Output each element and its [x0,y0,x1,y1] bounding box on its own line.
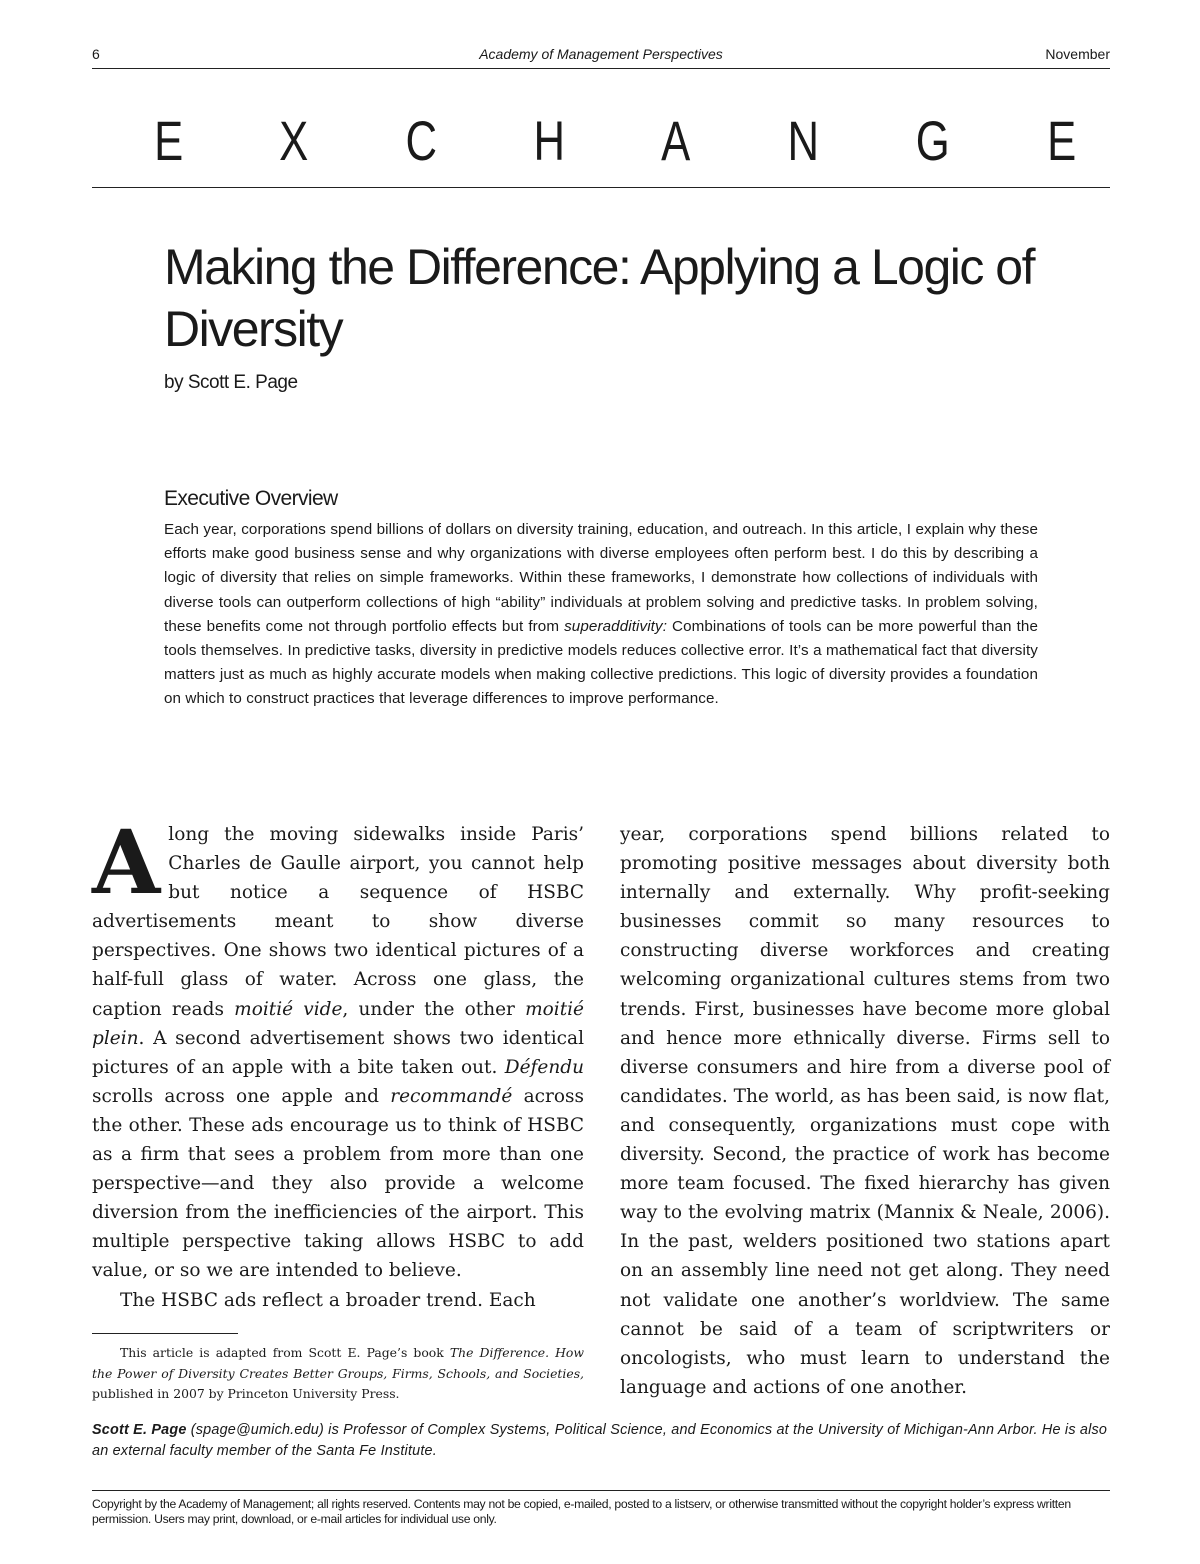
body-column-left [92,810,584,1315]
body-italic: moitié plein [92,998,584,1049]
body-paragraph [92,810,584,1286]
body-text: long the moving sidewalks inside Paris’ Charles de Gaulle airport, you cannot help but notice a sequence of HSBC advertisements meant to show diverse perspectives. One shows two identical pictures of a half-full glass of water. Across one glass, the caption reads [92,824,584,1020]
author-name: Scott E. Page [92,1422,187,1438]
footer-rule [92,1490,1110,1491]
section-letter: X [279,109,309,172]
body-italic: moitié vide [234,998,343,1020]
journal-title [92,46,1110,62]
body-paragraph: year, corporations spend billions related to promoting positive messages about diversity both internally and externally. Why profit-seeking businesses commit so many resources to constructing diverse workforces and creating welcoming organizational cultures stems from two trends. First, businesses have become more global and hence more ethnically diverse. Firms sell to diverse consumers and hire from a diverse pool of candidates. The world, as has been said, is now flat, and consequently, organizations must cope with diversity. Second, the practice of work has become more team focused. The fixed hierarchy has given way to the evolving matrix (Mannix & Neale, 2006). In the past, welders positioned two stations apart on an assembly line need not get along. They need not validate one another’s worldview. The same cannot be said of a team of scriptwriters or oncologists, who must learn to understand the language and actions of one another. [620,824,1110,1398]
article-byline: by Scott E. Page [164,372,298,393]
footnote [92,1343,584,1405]
overview-heading: Executive Overview [164,487,338,510]
section-label [150,106,1080,176]
section-letter: H [533,109,565,172]
body-column-right [620,820,1110,1402]
body-text: . A second advertisement shows two identical pictures of an apple with a bite taken out. [92,1027,584,1078]
copyright-notice: Copyright by the Academy of Management; all rights reserved. Contents may not be copied, e-mailed, posted to a listserv, or otherwise transmitted without the copyright holder’s express written permission. Users may print, download, or e-mail articles for individual use only. [92,1497,1071,1526]
overview-italic-term: superadditivity: [564,617,668,635]
author-affiliation: (spage@umich.edu) is Professor of Complex Systems, Political Science, and Economics at the University of Michigan-Ann Arbor. He is also an external faculty member of the Santa Fe Institute. [92,1422,1108,1459]
section-rule [92,187,1110,188]
page-number: 6 [92,46,100,62]
body-text: The HSBC ads reflect a broader trend. Each [120,1289,536,1311]
journal-title-roman: Academy of Management [479,46,643,62]
article-title: Making the Difference: Applying a Logic of Diversity [164,239,1034,357]
header-rule [92,68,1110,69]
running-head [92,46,1110,68]
body-italic: recommandé [390,1085,513,1107]
footnote-text: This article is adapted from Scott E. Page’s book [120,1345,450,1360]
body-text: across the other. These ads encourage us to think of HSBC as a firm that sees a problem from more than one perspective—and they also provide a welcome diversion from the inefficiencies of the airport. This multiple perspective taking allows HSBC to add value, or so we are intended to believe. [92,1085,584,1282]
overview-text: Combinations of tools can be more powerful than the tools themselves. In predictive tasks, diversity in predictive models reduces collective error. It’s a mathematical fact that diversity matters just as much as highly accurate models when making collective predictions. This logic of diversity provides a foundation on which to construct practices that leverage differences to improve performance. [164,617,1038,708]
body-italic: Défendu [504,1056,584,1078]
section-letter: N [787,109,819,172]
footnote-book-title: The Difference. How the Power of Diversity Creates Better Groups, Firms, Schools, and Societies, [92,1345,584,1381]
overview-abstract [164,518,1038,712]
body-paragraph [92,1286,584,1315]
footnote-text: published in 2007 by Princeton University Press. [92,1386,400,1401]
body-text: scrolls across one apple and [92,1085,391,1107]
overview-text: Each year, corporations spend billions of dollars on diversity training, education, and outreach. In this article, I explain why these efforts make good business sense and why organizations with diverse employees often perform best. I do this by describing a logic of diversity that relies on simple frameworks. Within these frameworks, I demonstrate how collections of individuals with diverse tools can outperform collections of high “ability” individuals at problem solving and predictive tasks. In problem solving, these benefits come not through portfolio effects but from [164,521,1038,635]
section-letter: A [661,109,691,172]
issue-month: November [1045,46,1110,62]
drop-cap: A [92,810,161,914]
section-letter: E [154,109,184,172]
section-letter: C [405,109,437,172]
section-letter: G [915,109,950,172]
footnote-rule [92,1333,238,1334]
journal-title-italic: Perspectives [642,46,723,62]
section-letter: E [1046,109,1076,172]
author-note [92,1420,1110,1462]
body-text: , under the other [342,998,526,1020]
